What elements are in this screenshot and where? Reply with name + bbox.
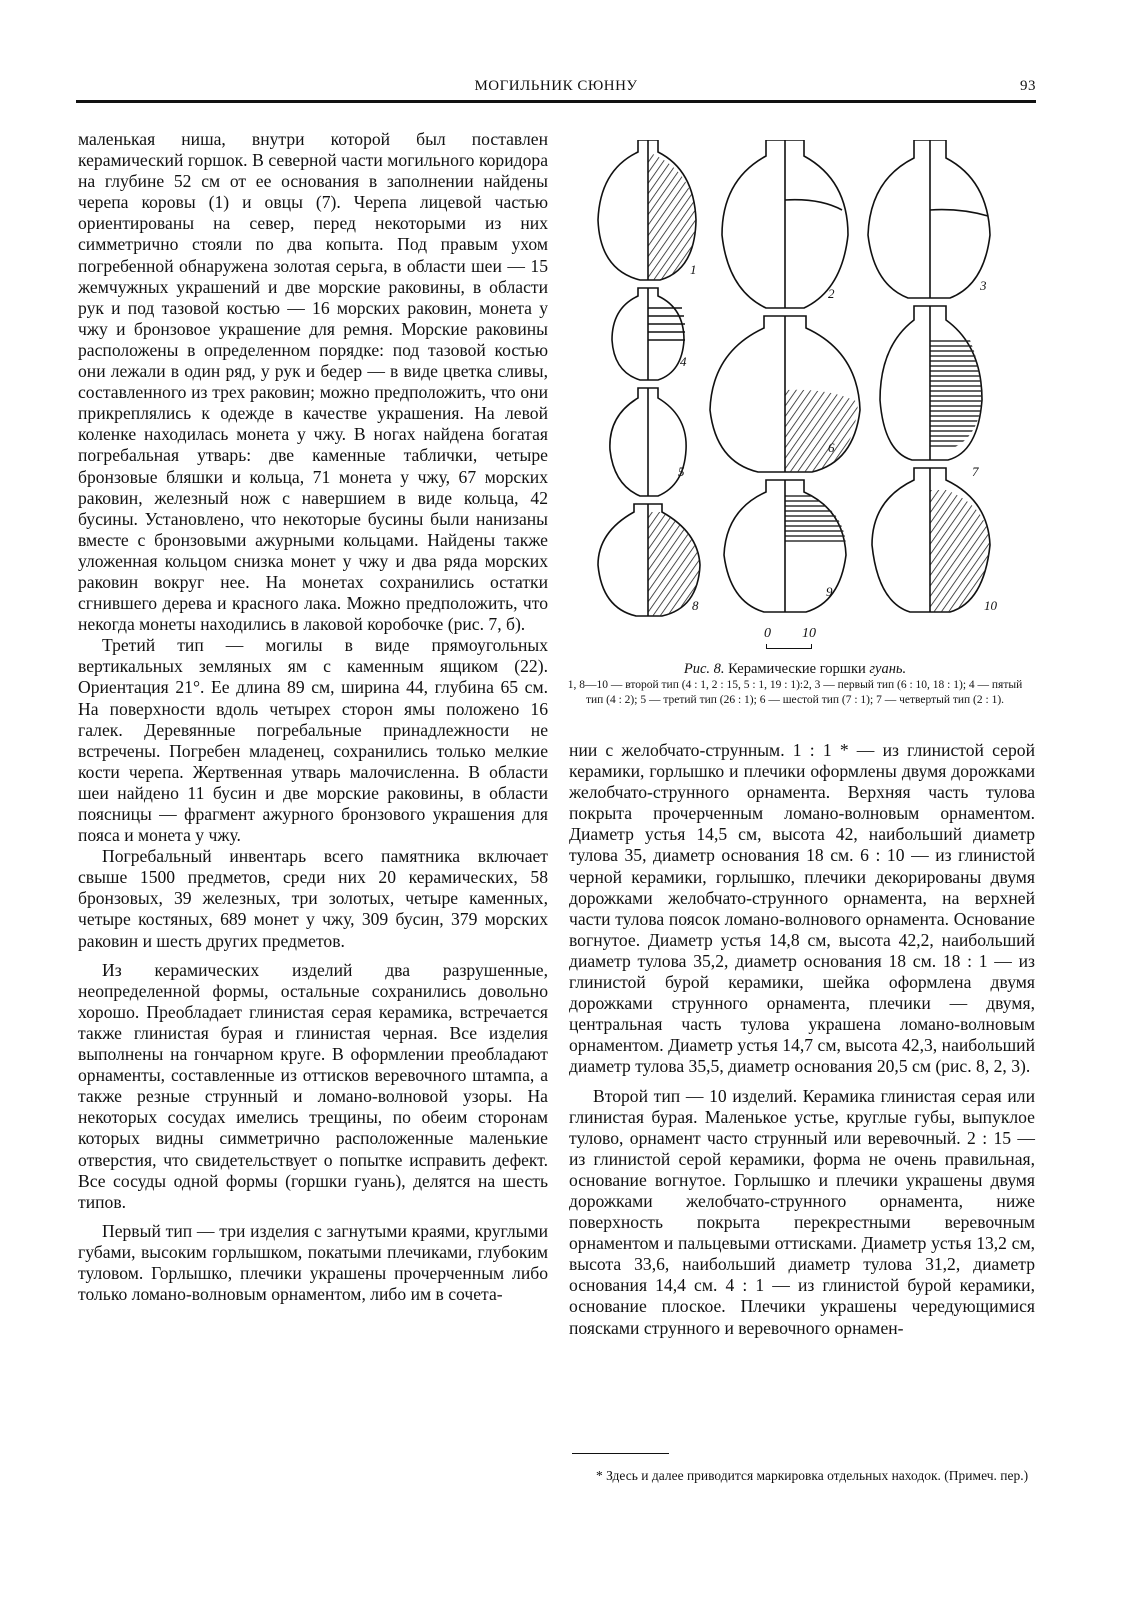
figure-label: 8 bbox=[692, 598, 699, 613]
scale-zero: 0 bbox=[764, 626, 771, 641]
page-number: 93 bbox=[1020, 78, 1036, 94]
caption-prefix: Рис. 8. bbox=[683, 661, 725, 677]
vessel-1 bbox=[598, 140, 696, 280]
figure-label: 1 bbox=[690, 262, 697, 277]
caption-main: Керамические горшки bbox=[728, 661, 866, 677]
header-rule bbox=[76, 100, 1036, 103]
figure-label: 10 bbox=[984, 598, 997, 613]
paragraph: нии с желобчато-струнным. 1 : 1 * — из глинистой серой керамики, горлышко и плечики оформлены двумя дорожками желобчато-струнного орнамента. Верхняя часть тулова покрыта прочерченным ломано-волновым орнаментом. Диаметр устья 14,5 см, высота 42, наибольший диаметр тулова 35, диаметр основания 18 см. 6 : 10 — из глинистой черной керамики, горлышко, плечики декорированы двумя дорожками желобчато-струнного орнамента, на верхней части тулова поясок ломано-волнового орнамента. Основание вогнутое. Диаметр устья 14,8 см, высота 42,2, наибольший диаметр тулова 35,2, диаметр основания 18 см. 18 : 1 — из глинистой бурой керамики, шейка оформлена двумя дорожками струнного орнамента, плечики — двумя, центральная часть тулова украшена ломано-волновым орнаментом. Диаметр устья 14,7 см, высота 42,3, наибольший диаметр тулова 35,5, диаметр основания 20,5 см (рис. 8, 2, 3). bbox=[569, 740, 1035, 1077]
paragraph: маленькая ниша, внутри которой был поставлен керамический горшок. В северной части могильного коридора на глубине 52 см от ее основания в заполнении найдены черепа коровы (1) и овцы (7). Черепа лицевой частью ориентированы на север, перед некоторыми из них симметрично стояли по два копыта. Под правым ухом погребенной обнаружена золотая серьга, в области шеи — 15 жемчужных украшений и две морские раковины, в области рук и под тазовой костью — 16 морских раковин, монета у чжу и бронзовое украшение для ремня. Морские раковины расположены в определенном порядке: под тазовой костью они лежали в один ряд, у рук и бедер — в виде цветка сливы, составленного из трех раковин; можно предположить, что они прикреплялись к одежде в качестве украшения. На левой коленке находилась монета у чжу. В ногах найдена богатая погребальная утварь: две каменные таблички, четыре бронзовые бляшки и кольца, 71 монета у чжу, 67 морских раковин, железный нож с навершием в виде кольца, 42 бусины. Установлено, что некоторые бусины были нанизаны вместе с бронзовыми ажурными кольцами. Найдены также уложенная кольцом снизка монет у чжу и два ряда морских раковин вокруг нее. На монетах сохранились остатки сгнившего дерева и красного лака. Можно предположить, что некогда монеты находились в лаковой коробочке (рис. 7, б). bbox=[78, 129, 548, 635]
caption-word: гуань. bbox=[869, 661, 907, 677]
vessel-10 bbox=[872, 468, 990, 612]
paragraph: Третий тип — могилы в виде прямоугольных вертикальных земляных ям с каменным ящиком (22). Ориентация 21°. Ее длина 89 см, ширина 44, глубина 65 см. На поверхности вдоль четырех сторон ямы положено 16 галек. Деревянные погребальные принадлежности не встречены. Погребен младенец, сохранились только мелкие кости черепа. Жертвенная утварь малочисленна. В области шеи найдено 11 бусин и две морские раковины, в области поясницы — фрагмент ажурного бронзового украшения для пояса и монета у чжу. bbox=[78, 635, 548, 846]
figure-label: 3 bbox=[980, 278, 987, 293]
footnote-rule bbox=[572, 1453, 669, 1454]
caption-text: 1, 8—10 — второй тип (4 : 1, 2 : 15, 5 : 1, 19 : 1):2, 3 — первый тип (6 : 10, 18 : 1); 4 — пятый тип (4 : 2); 5 — третий тип (26 : 1); 6 — шестой тип (7 : 1); 7 — четвертый тип (2 : 1). bbox=[567, 679, 1023, 706]
figure-label: 9 bbox=[826, 584, 833, 599]
vessel-4 bbox=[612, 288, 685, 380]
paragraph: Погребальный инвентарь всего памятника включает свыше 1500 предметов, среди них 20 керамических, 58 бронзовых, 39 железных, три золотых, четыре каменных, четыре костяных, 689 монет у чжу, 309 бусин, 379 морских раковин и шесть других предметов. bbox=[78, 846, 548, 951]
figure-caption bbox=[560, 660, 1030, 707]
footnote: * Здесь и далее приводится маркировка отдельных находок. (Примеч. пер.) bbox=[596, 1468, 1029, 1483]
figure-pottery-drawings bbox=[590, 140, 1030, 630]
paragraph: Первый тип — три изделия с загнутыми краями, круглыми губами, высоким горлышком, покатыми плечиками, глубоким туловом. Горлышко, плечики украшены прочерченным либо только ломано-волновым орнаментом, либо им в сочета- bbox=[78, 1220, 548, 1305]
scale-bar bbox=[760, 626, 820, 656]
figure-label: 2 bbox=[828, 286, 835, 301]
running-title: МОГИЛЬНИК СЮННУ bbox=[474, 78, 638, 94]
vessel-3 bbox=[868, 140, 990, 298]
vessel-6 bbox=[710, 316, 860, 472]
figure-label: 5 bbox=[678, 464, 685, 479]
scale-ten: 10 bbox=[802, 626, 816, 641]
caption-title bbox=[560, 660, 1030, 678]
figure-label: 6 bbox=[828, 440, 835, 455]
paragraph: Второй тип — 10 изделий. Керамика глинистая серая или глинистая бурая. Маленькое устье, круглые губы, выпуклое тулово, орнамент часто струнный или веревочный. 2 : 15 — из глинистой серой керамики, форма не очень правильная, основание вогнутое. Горлышко и плечики украшены двумя дорожками желобчато-струнного орнамента, ниже поверхность покрыта перекрестными веревочным орнаментом и пальцевыми оттисками. Диаметр устья 13,2 см, высота 33,6, наибольший диаметр тулова 31,2, диаметр основания 14,4 см. 4 : 1 — из глинистой бурой керамики, основание плоское. Плечики украшены чередующимися поясками струнного и веревочного орнамен- bbox=[569, 1085, 1035, 1338]
vessel-7 bbox=[880, 306, 982, 460]
page-header bbox=[76, 78, 1036, 100]
left-column bbox=[78, 129, 548, 1305]
vessel-8 bbox=[598, 504, 700, 616]
scale-line bbox=[766, 644, 812, 649]
paragraph: Из керамических изделий два разрушенные, неопределенной формы, остальные сохранились довольно хорошо. Преобладает глинистая серая керамика, встречается также глинистая бурая и глинистая черная. Все изделия выполнены на гончарном круге. В оформлении преобладают орнаменты, составленные из оттисков веревочного штампа, а также резные струнный и ломано-волновой узоры. На некоторых сосудах имелись трещины, по обеим сторонам которых видны симметрично расположенные маленькие отверстия, что свидетельствует о попытке исправить дефект. Все сосуды одной формы (горшки гуань), делятся на шесть типов. bbox=[78, 959, 548, 1212]
figure-label: 7 bbox=[972, 464, 979, 479]
vessel-5 bbox=[610, 388, 686, 496]
vessel-2 bbox=[722, 140, 848, 308]
right-column bbox=[569, 740, 1035, 1339]
figure-label: 4 bbox=[680, 354, 687, 369]
